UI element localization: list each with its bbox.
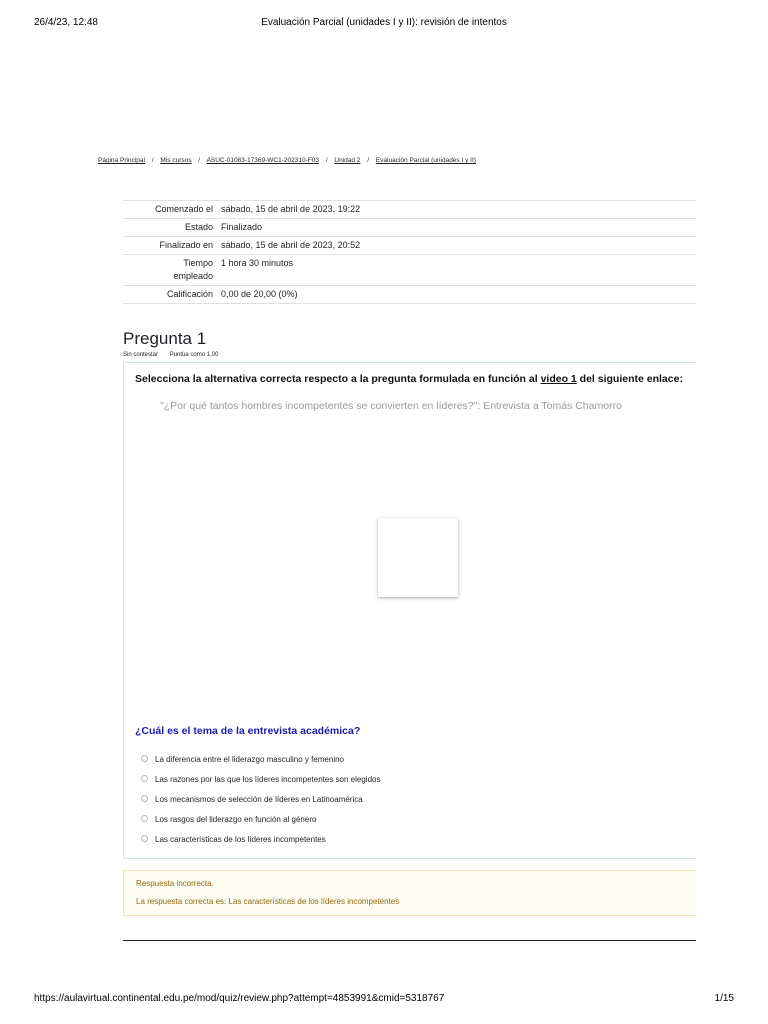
summary-row-grade xyxy=(123,286,696,304)
video-embed-frame[interactable] xyxy=(378,518,458,597)
question-points: Puntúa como 1,00 xyxy=(169,352,219,358)
answer-label: Las razones por las que los líderes incompetentes son elegidos xyxy=(155,775,381,784)
radio-button[interactable] xyxy=(141,755,148,762)
answer-option[interactable] xyxy=(141,775,380,795)
interview-quote: "¿Por qué tantos hombres incompetentes se convierten en líderes?": Entrevista a Tomás Chamorro xyxy=(160,400,622,412)
breadcrumb-quiz-link[interactable]: Evaluación Parcial (unidades I y II) xyxy=(375,157,476,164)
summary-label: Estado xyxy=(184,222,213,232)
feedback-result: Respuesta incorrecta. xyxy=(136,879,214,888)
summary-value: Finalizado xyxy=(221,222,263,232)
subquestion-text: ¿Cuál es el tema de la entrevista académica? xyxy=(135,725,361,737)
summary-value: 1 hora 30 minutos xyxy=(221,258,294,268)
radio-button[interactable] xyxy=(141,835,148,842)
answer-label: Los mecanismos de selección de líderes en Latinoamérica xyxy=(155,795,363,804)
radio-button[interactable] xyxy=(141,775,148,782)
print-title: Evaluación Parcial (unidades I y II): revisión de intentos xyxy=(261,17,507,28)
radio-button[interactable] xyxy=(141,815,148,822)
print-header xyxy=(34,17,734,31)
summary-row-finished xyxy=(123,237,696,255)
print-page-number: 1/15 xyxy=(714,993,734,1004)
breadcrumb-course-link[interactable]: ASUC-01083-17369-WC1-202310-F03 xyxy=(206,157,319,164)
attempt-summary-table xyxy=(123,200,696,304)
print-url: https://aulavirtual.continental.edu.pe/mod/quiz/review.php?attempt=4853991&cmid=5318767 xyxy=(34,993,445,1004)
summary-row-time-taken xyxy=(123,255,696,286)
video-link[interactable]: video 1 xyxy=(540,373,577,385)
answer-option[interactable] xyxy=(141,795,380,815)
feedback-box xyxy=(123,870,696,916)
print-date: 26/4/23, 12:48 xyxy=(34,17,98,28)
question-meta xyxy=(123,352,228,358)
breadcrumb-separator: / xyxy=(151,157,154,164)
summary-label: Comenzado el xyxy=(154,204,213,214)
breadcrumb xyxy=(98,157,476,164)
question-title: Pregunta 1 xyxy=(123,329,207,348)
breadcrumb-separator: / xyxy=(198,157,201,164)
summary-value: sábado, 15 de abril de 2023, 19:22 xyxy=(221,204,361,214)
answer-option[interactable] xyxy=(141,755,380,775)
print-footer xyxy=(34,993,734,1007)
breadcrumb-home-link[interactable]: Página Principal xyxy=(98,157,145,164)
breadcrumb-unit-link[interactable]: Unidad 2 xyxy=(334,157,361,164)
summary-value: 0,00 de 20,00 (0%) xyxy=(221,289,298,299)
question-status: Sin contestar xyxy=(123,352,159,358)
summary-label: Calificación xyxy=(166,289,213,299)
breadcrumb-separator: / xyxy=(325,157,328,164)
summary-label: Finalizado en xyxy=(159,240,213,250)
question-content-box xyxy=(123,362,696,859)
answer-option[interactable] xyxy=(141,815,380,835)
answer-label: Los rasgos del liderazgo en función al género xyxy=(155,815,317,824)
answer-label: Las características de los líderes incompetentes xyxy=(155,835,326,844)
divider xyxy=(123,940,696,941)
summary-row-started xyxy=(123,201,696,219)
breadcrumb-separator: / xyxy=(367,157,370,164)
summary-value: sábado, 15 de abril de 2023, 20:52 xyxy=(221,240,361,250)
question-prompt: Selecciona la alternativa correcta respecto a la pregunta formulada en función al video 1 del siguiente enlace: xyxy=(135,373,683,385)
breadcrumb-my-courses-link[interactable]: Mis cursos xyxy=(160,157,192,164)
answer-options-list xyxy=(141,755,380,855)
answer-option[interactable] xyxy=(141,835,380,855)
answer-label: La diferencia entre el liderazgo masculino y femenino xyxy=(155,755,344,764)
feedback-correct-answer: La respuesta correcta es: Las características de los líderes incompetentes xyxy=(136,897,400,906)
summary-row-state xyxy=(123,219,696,237)
summary-label: Tiempo empleado xyxy=(173,258,213,281)
radio-button[interactable] xyxy=(141,795,148,802)
